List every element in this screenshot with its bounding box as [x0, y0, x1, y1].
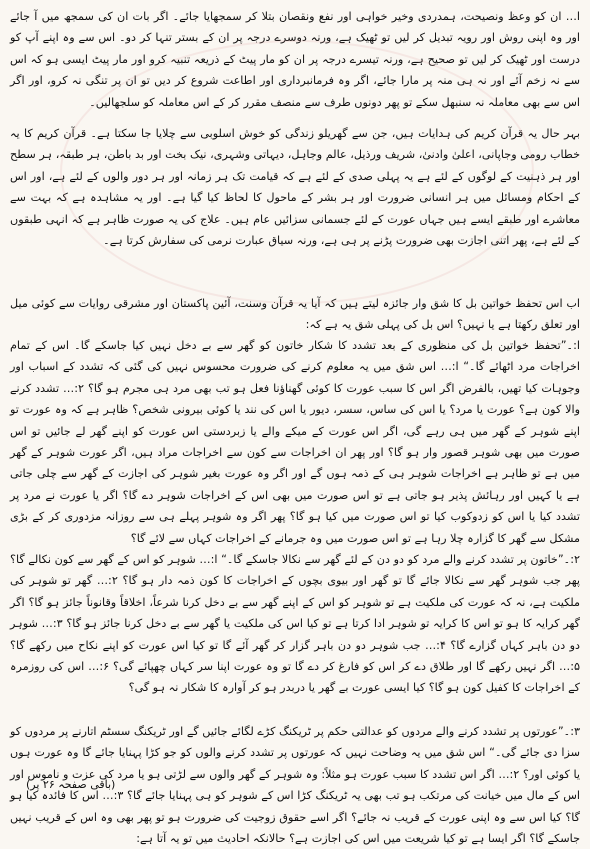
paragraph-advice-steps: ا… ان کو وعظ ونصیحت، ہمدردی وخیر خواہی اور نفع ونقصان بتلا کر سمجھایا جائے۔ اگر بات ان کی سمجھ میں آ جائے اور وہ اپنی روش اور رویہ تبدیل کر لیں تو ٹھیک ہے، ورنہ دوسرے درجہ پر ان کے بستر تنہا کر دو۔ اس سے وہ اپنے آپ کو درست اور ٹھیک کر لیں تو صحیح ہے، ورنہ تیسرے درجہ پر ان کو مار پیٹ کے ذریعہ تنبیہ کرو اور مار پیٹ ایسی ہو کہ اس سے نہ زخم آئے اور نہ ہی منہ پر مارا جائے، اگر وہ فرمانبرداری اور اطاعت شروع کر دیں تو ان پر تنگی نہ کرو، اور اگر اس سے بھی معاملہ نہ سنبھل سکے تو پھر دونوں طرف سے منصف مقرر کر کے اس معاملہ کو سلجھالیں۔	[10, 10, 580, 109]
paragraph-quran-guidance: بہر حال یہ قرآن کریم کی ہدایات ہیں، جن سے گھریلو زندگی کو خوش اسلوبی سے چلایا جا سکتا ہے۔ قرآن کریم کا یہ خطاب رومی وجاپانی، اعلیٰ وادنیٰ، شریف ورذیل، عالم وجاہل، دیہاتی وشہری، نیک بخت اور بد باطن، ہر طبقہ، ہر سطح اور ہر ذہنیت کے لوگوں کے لئے ہے یہ پہلی صدی کے لئے ہے کہ قیامت تک ہر زمانہ اور ہر دور والوں کے لئے ہے، اور اس کے احکام ومسائل میں ہر انسانی ضرورت اور ہر بشر کے ماحول کا لحاظ کیا گیا ہے۔ اور یہ مشاہدہ ہے کہ بہت سے معاشرے اور طبقے ایسے ہیں جہاں عورت کے لئے جسمانی سزائیں عام ہیں۔ علاج کی یہ صورت ظاہر ہے کہ انہی طبقوں کے لئے ہے، پھر اتنی اجازت بھی ضرورت پڑنے پر ہی ہے، ورنہ سیاق عبارت نرمی کی سفارش کرتا ہے۔	[10, 127, 580, 248]
paragraph-bill-review-intro: اب اس تحفظ خواتین بل کا شق وار جائزہ لیتے ہیں کہ آیا یہ قرآن وسنت، آئین پاکستان اور مشرقی روایات سے کوئی میل اور تعلق رکھتا ہے یا نہیں؟ اس بل کی پہلی شق یہ ہے کہ:	[10, 297, 580, 332]
paragraph-clause-2: ۲:۔”خاتون پر تشدد کرنے والے مرد کو دو دن کے لئے گھر سے نکالا جاسکے گا۔“ ا:… شوہر کو اس کے گھر سے کون نکالے گا؟ پھر جب شوہر گھر سے نکالا جائے گا تو گھر اور بیوی بچوں کے اخراجات کا کون ذمہ دار ہو گا؟ ۲:… گھر تو شوہر کی ملکیت ہے، نہ کہ عورت کی ملکیت ہے تو شوہر کو اس کے اپنے گھر سے بے دخل کرنا شرعاً، اخلاقاً وقانوناً جائز ہو گا؟ اگر گھر کرایہ کا ہو تو اس کا کرایہ تو شوہر ادا کرتا ہے تو کیا اس کی ملکیت یا گھر سے بے دخل کرنا جائز ہو گا؟ ۳:… شوہر دو دن باہر کہاں گزارے گا؟ ۴:… جب شوہر دو دن باہر گزار کر گھر آئے گا تو کیا اس عورت کو اپنے نکاح میں رکھے گا؟ ۵:… اگر نہیں رکھے گا اور طلاق دے کر اس کو فارغ کر دے گا تو وہ عورت اپنا سر کہاں چھپائے گی؟ ۶:… اس کی روزمرہ کے اخراجات کا کفیل کون ہو گا؟ کیا ایسی عورت بے گھر یا دربدر ہو کر آوارہ کا شکار نہ ہو گی؟	[10, 553, 581, 695]
paragraph-clause-3: ۳:۔”عورتوں پر تشدد کرنے والے مردوں کو عدالتی حکم پر ٹریکنگ کڑے لگائے جائیں گے اور ٹریکنگ سسٹم اتارنے پر مردوں کو سزا دی جائے گی۔“ اس شق میں یہ وضاحت نہیں کہ عورتوں پر تشدد کرنے والوں کو جو کڑا پہنایا جائے گا وہ عورت ہوں یا کوئی اور؟ ۲:… اگر اس تشدد کا سبب عورت ہو مثلاً: وہ شوہر کے گھر والوں سے لڑتی ہو یا مرد کی عزت و ناموس اور اس کے مال میں خیانت کی مرتکب ہو تب بھی یہ ٹریکنگ کڑا اس کے شوہر کو ہی پہنایا جائے گا؟ ۳:… اس کا فائدہ کیا ہو گا؟ کیا اس سے وہ اپنی عورت کے قریب نہ جائے؟ اگر اسے حقوق زوجیت کی ضرورت ہو تو پھر بھی وہ اس کے قریب نہیں جاسکے گا؟ اگر ایسا ہے تو کیا شریعت میں اس کی اجازت ہے؟ حالانکہ احادیث میں تو یہ آتا ہے:	[10, 725, 580, 846]
continued-note: (باقی صفحہ ۲۶ پر)	[26, 778, 116, 791]
paragraph-clause-1: ا:۔”تحفظ خواتین بل کی منظوری کے بعد تشدد کا شکار خاتون کو گھر سے بے دخل نہیں کیا جاسکے گا۔ اس کے تمام اخراجات مرد اٹھائے گا۔“ ا:… اس شق میں یہ معلوم کرنے کی ضرورت محسوس نہیں کی گئی کہ تشدد کے اسباب اور وجوہات کیا تھیں، بالفرض اگر اس کا سبب عورت کا کوئی گھناؤنا فعل ہو تب بھی مرد ہی مجرم ہو گا؟ ۲:… تشدد کرنے والا کون ہے؟ عورت یا مرد؟ یا اس کی ساس، سسر، دیور یا اس کی نند یا کوئی بیرونی شخص؟ ظاہر ہے کہ وہ عورت تو اپنے شوہر کے گھر میں ہی رہے گی، اگر اس عورت کے میکے والے یا زبردستی اس عورت کو اپنے گھر لے جائیں تو اس صورت میں بھی شوہر قصور وار ہو گا؟ اور پھر ان اخراجات سے کون سے اخراجات مراد ہیں، اگر عورت شوہر کے گھر میں ہے تو ظاہر ہے اخراجات شوہر ہی کے ذمہ ہوں گے اور اگر وہ عورت بغیر شوہر کی اجازت کے گھر سے چلی جاتی ہے یا کہیں اور رہائش پذیر ہو جاتی ہے تو اس صورت میں بھی اس کے اخراجات شوہر دے گا؟ اگر یا عورت نے مرد پر تشدد کیا یا اس کو زدوکوب کیا تو اس صورت میں کیا ہو گا؟ پھر اگر وہ شوہر پہلے ہی سے روزانہ مزدوری کر کے بڑی مشکل سے گھر کا گزارہ چلا رہا ہے تو اس صورت میں وہ جرمانے کے اخراجات کہاں سے لائے گا؟	[10, 339, 581, 545]
